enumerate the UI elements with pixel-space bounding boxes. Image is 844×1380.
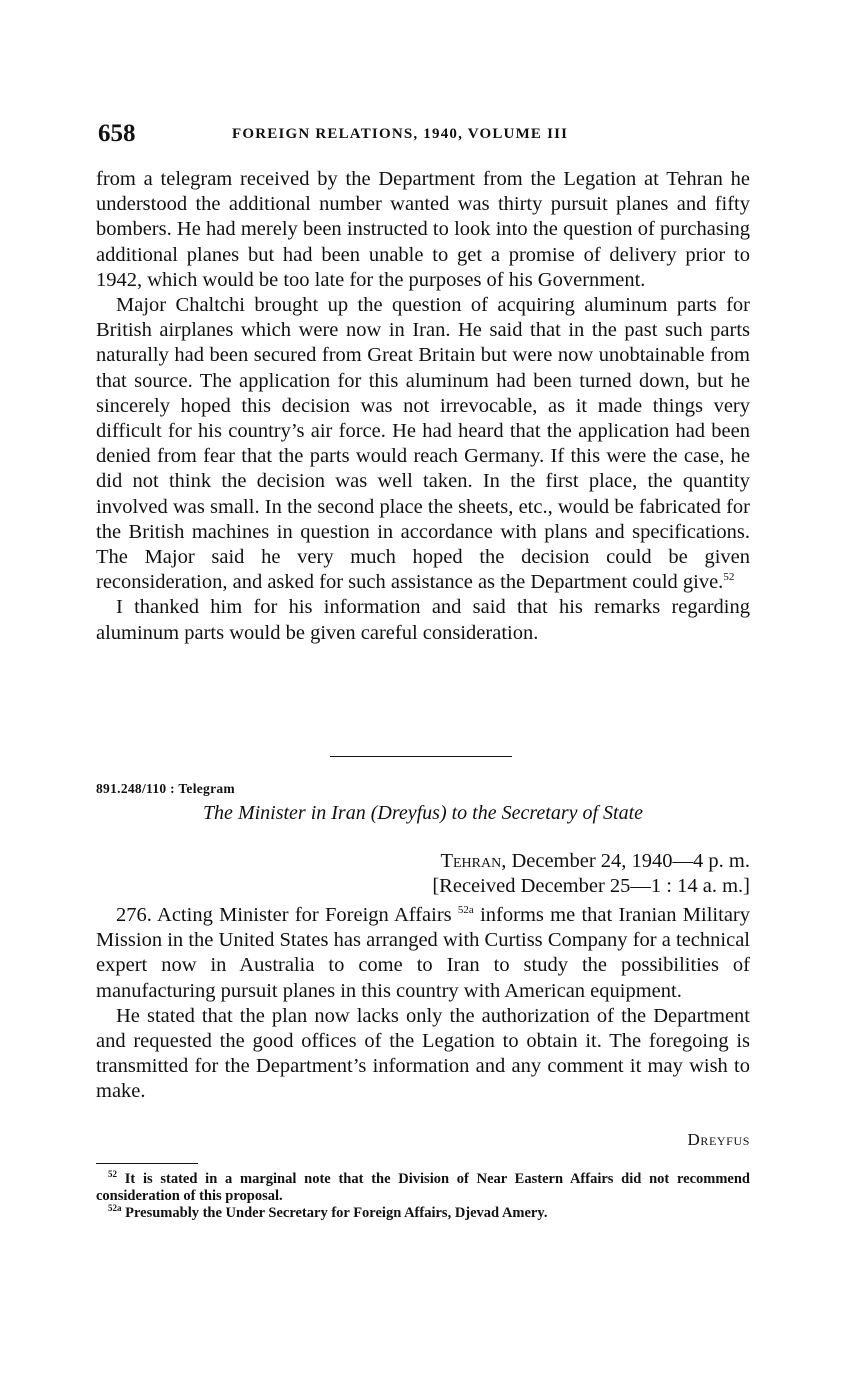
memo-paragraph-1: from a telegram received by the Department from the Legation at Tehran he understood the additional number wanted was thirty pursuit planes and fifty bombers. He had merely been instructed to look into the question of purchasing additional planes but had been unable to get a promise of delivery prior to 1942, which would be too late for the purposes of his Government. xyxy=(96,168,750,291)
memo-paragraph-2-text: Major Chaltchi brought up the question of acquiring aluminum parts for British airplanes which were now in Iran. He said that in the past such parts naturally had been secured from Great Britain but were now unobtainable from that source. The application for this aluminum had been turned down, but he sincerely hoped this decision was not irrevocable, as it made things very difficult for his country’s air force. He had heard that the application had been denied from fear that the parts would reach Germany. If this were the case, he did not think the decision was well taken. In the first place, the quantity involved was small. In the second place the sheets, etc., would be fabricated for the British machines in question in accordance with plans and specifications. The Major said he very much hoped the decision could be given reconsideration, and asked for such assistance as the Department could give. xyxy=(96,294,750,594)
page-number: 658 xyxy=(98,120,136,147)
footnote-ref-52: 52 xyxy=(723,571,735,584)
footnote-marker: 52 xyxy=(108,1169,117,1180)
telegram-paragraph-2: He stated that the plan now lacks only the authorization of the Department and requested the good offices of the Legation to obtain it. The foregoing is transmitted for the Department’s information and any comment it may wish to make. xyxy=(96,1004,750,1103)
place-name: Tehran xyxy=(440,850,502,872)
telegram-body xyxy=(96,903,750,1105)
date-sent xyxy=(432,849,750,874)
file-reference: 891.248/110 : Telegram xyxy=(96,781,235,796)
footnote-text: Presumably the Under Secretary for Foreign Affairs, Djevad Amery. xyxy=(125,1204,548,1221)
memo-paragraph-2 xyxy=(96,293,750,595)
dateline xyxy=(432,849,750,899)
memo-body xyxy=(96,167,750,646)
date-received: [Received December 25—1 : 14 a. m.] xyxy=(432,875,750,898)
document-title: The Minister in Iran (Dreyfus) to the Secretary of State xyxy=(202,802,644,824)
footnotes xyxy=(96,1171,750,1221)
footnote-ref-52a: 52a xyxy=(457,904,474,917)
memo-paragraph-3: I thanked him for his information and said that his remarks regarding aluminum parts would be given careful consideration. xyxy=(96,596,750,644)
telegram-paragraph-1-start: 276. Acting Minister for Foreign Affairs xyxy=(116,904,452,926)
footnote-text: It is stated in a marginal note that the Division of Near Eastern Affairs did not recommend consideration of this proposal. xyxy=(96,1171,750,1204)
section-divider xyxy=(330,756,512,757)
telegram-paragraph-1 xyxy=(96,903,750,1004)
page-header xyxy=(98,120,750,150)
footnote-divider xyxy=(96,1163,198,1164)
signature: Dreyfus xyxy=(687,1130,750,1149)
footnote-marker: 52a xyxy=(108,1202,122,1213)
date-sent-text: , December 24, 1940—4 p. m. xyxy=(501,850,750,872)
footnote-52a xyxy=(96,1202,750,1222)
running-head: FOREIGN RELATIONS, 1940, VOLUME III xyxy=(232,126,569,142)
footnote-52 xyxy=(96,1171,750,1205)
telegram-paragraph-1-rest: informs me that Iranian Military Mission in the United States has arranged with Curtiss Company for a technical expert now in Australia to come to Iran to study the possibilities of manufacturing pursuit planes in this country with American equipment. xyxy=(96,904,750,1002)
